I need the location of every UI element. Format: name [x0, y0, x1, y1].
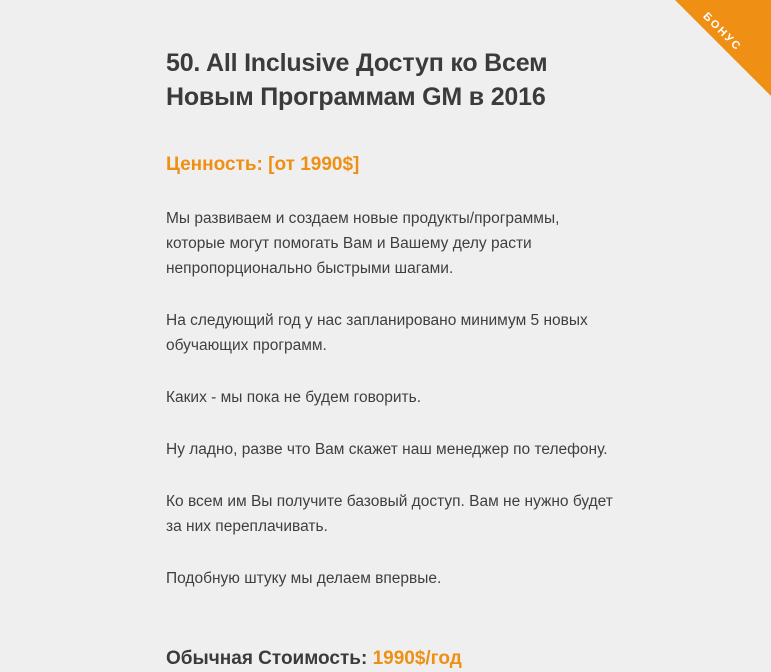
page-title: 50. All Inclusive Доступ ко Всем Новым Программам GM в 2016: [166, 49, 548, 111]
body-paragraph-1: Мы развиваем и создаем новые продукты/программы, которые могут помогать Вам и Вашему делу расти непропорционально быстрыми шагами.: [166, 210, 560, 277]
body-paragraph-5: Ко всем им Вы получите базовый доступ. Вам не нужно будет за них переплачивать.: [166, 493, 613, 535]
regular-price-row: [166, 646, 621, 672]
body-paragraph-6: Подобную штуку мы делаем впервые.: [166, 570, 442, 587]
body-paragraph-3: Каких - мы пока не будем говорить.: [166, 389, 422, 406]
ribbon-label: БОНУС: [700, 10, 744, 54]
regular-price-amount: 1990$/год: [372, 648, 462, 669]
regular-price-label: Обычная Стоимость:: [166, 648, 368, 669]
body-paragraph-2: На следующий год у нас запланировано минимум 5 новых обучающих программ.: [166, 312, 588, 354]
body-paragraph-4: Ну ладно, разве что Вам скажет наш менеджер по телефону.: [166, 441, 608, 458]
value-statement: Ценность: [от 1990$]: [166, 154, 360, 175]
